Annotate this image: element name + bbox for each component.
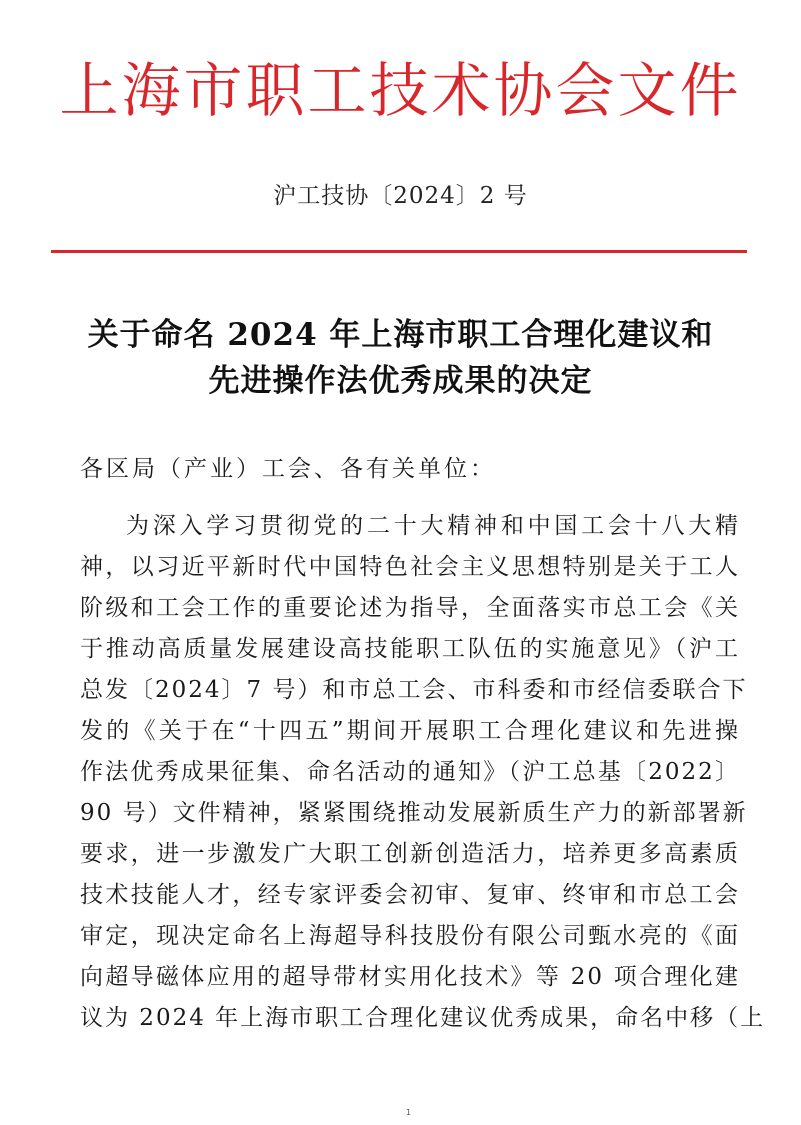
body-line: 作法优秀成果征集、命名活动的通知》（沪工总基〔2022〕	[80, 759, 740, 785]
body-line: 于推动高质量发展建设高技能职工队伍的实施意见》（沪工	[80, 636, 740, 662]
document-title	[0, 312, 801, 404]
salutation: 各区局（产业）工会、各有关单位：	[80, 456, 496, 482]
issuing-organization-title: 上海市职工技术协会文件	[59, 56, 742, 125]
page-number-mark: 1	[406, 1108, 412, 1117]
red-divider-line	[51, 250, 747, 253]
body-line: 为深入学习贯彻党的二十大精神和中国工会十八大精	[126, 513, 740, 539]
body-line: 发的《关于在“十四五”期间开展职工合理化建议和先进操	[80, 718, 740, 744]
body-line: 向超导磁体应用的超导带材实用化技术》等 20 项合理化建	[80, 964, 740, 990]
body-line: 技术技能人才，经专家评委会初审、复审、终审和市总工会	[80, 882, 740, 908]
body-line: 审定，现决定命名上海超导科技股份有限公司甄水亮的《面	[80, 923, 740, 949]
document-title-line-2: 先进操作法优秀成果的决定	[208, 363, 593, 399]
body-line: 议为 2024 年上海市职工合理化建议优秀成果，命名中移（上	[80, 1005, 766, 1031]
body-paragraph	[80, 506, 766, 1039]
document-title-line-1: 关于命名 2024 年上海市职工合理化建议和	[87, 317, 714, 353]
body-line: 要求，进一步激发广大职工创新创造活力，培养更多高素质	[80, 841, 740, 867]
body-line: 阶级和工会工作的重要论述为指导，全面落实市总工会《关	[80, 595, 740, 621]
body-line: 神，以习近平新时代中国特色社会主义思想特别是关于工人	[80, 554, 740, 580]
document-number: 沪工技协〔2024〕2 号	[273, 183, 528, 209]
body-line: 90 号）文件精神，紧紧围绕推动发展新质生产力的新部署新	[80, 800, 748, 826]
body-line: 总发〔2024〕7 号）和市总工会、市科委和市经信委联合下	[80, 677, 748, 703]
